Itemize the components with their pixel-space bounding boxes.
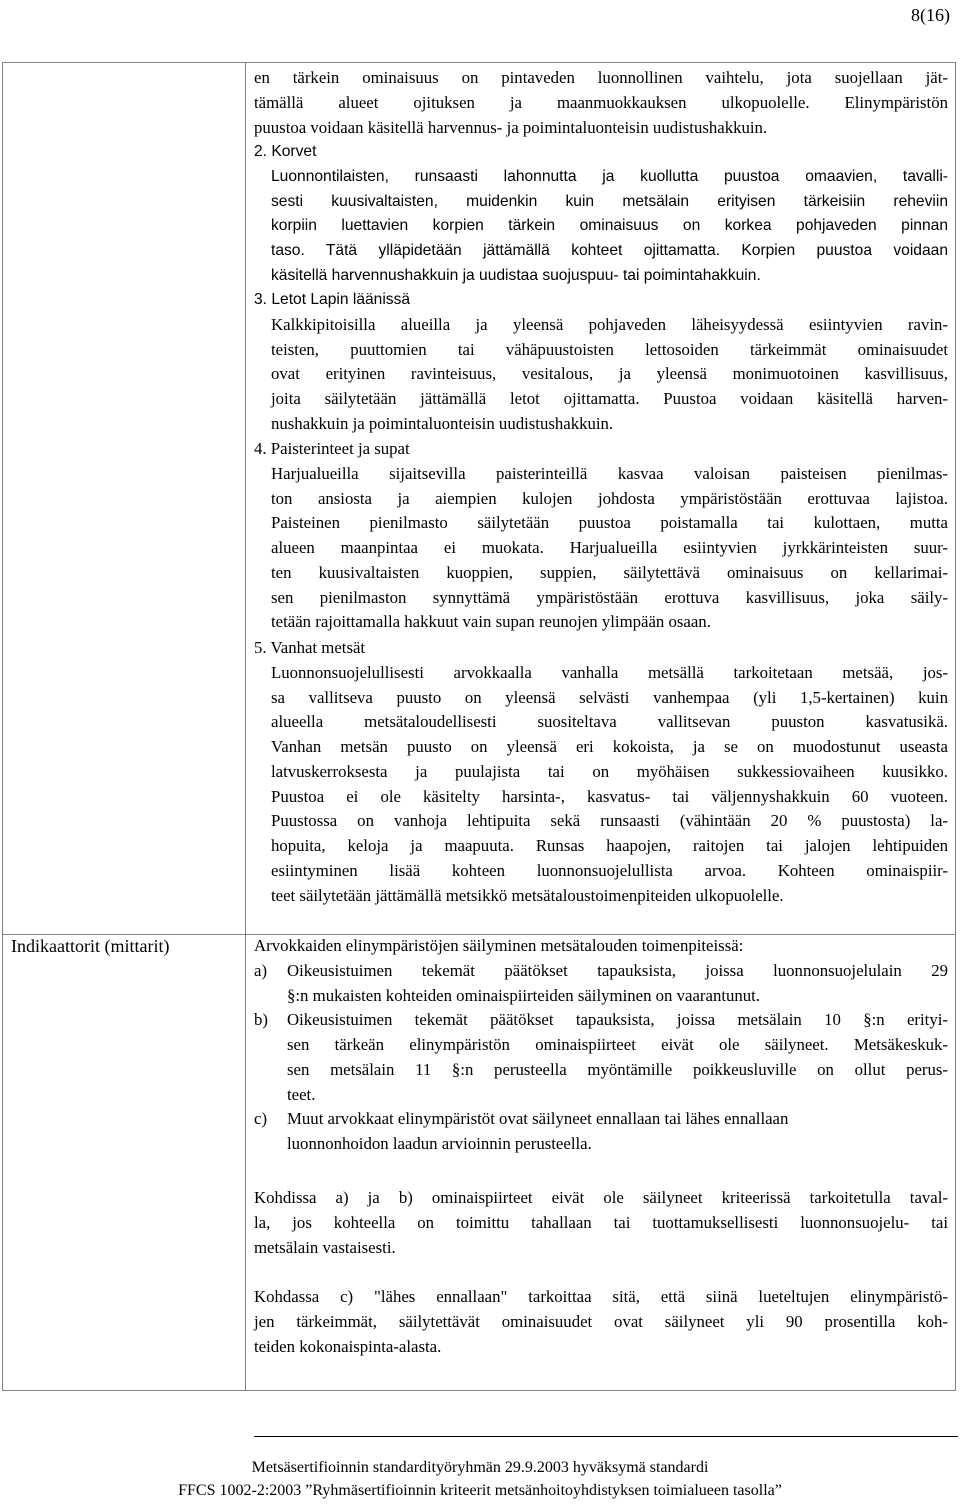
text-line: teet. — [287, 1084, 316, 1104]
indicators-note-c — [254, 1285, 948, 1359]
text-line: nushakkuin ja poimintaluonteisin uudistushakkuin. — [271, 413, 614, 433]
list-marker: b) — [254, 1010, 268, 1030]
text-line: Harjualueilla sijaitsevilla paisterinteillä kasvaa valoisan paisteisen pienilmas- — [271, 463, 948, 483]
text-line: Luonnonsuojelullisesti arvokkaalla vanhalla metsällä tarkoitetaan metsää, jos- — [271, 662, 948, 682]
section-heading: 2. Korvet — [254, 143, 317, 160]
text-line: puustoa voidaan käsitellä harvennus- ja poimintaluonteisin uudistushakkuin. — [254, 117, 768, 137]
list-marker: c) — [254, 1109, 268, 1129]
indicators-note-a-b — [254, 1186, 948, 1260]
text-line: Kohdissa a) ja b) ominaispiirteet eivät ole säilyneet kriteerissä tarkoitetulla taval- — [254, 1188, 948, 1207]
text-line: sen pienilmaston synnyttämä ympäristöstään erottuva kasvillisuus, joka säily- — [271, 587, 948, 607]
text-line: joita säilytetään jättämällä letot ojittamatta. Puustoa voidaan käsitellä harven- — [271, 389, 948, 408]
text-line: ovat erityinen ravinteisuus, vesitalous, ja yleensä monimuotoinen kasvillisuus, — [271, 364, 948, 384]
text-line: luonnonhoidon laadun arvioinnin perusteella. — [287, 1134, 592, 1153]
indicators-row-label: Indikaattorit (mittarit) — [11, 936, 170, 956]
text-line: teisten, puuttomien tai vähäpuustoisten lettosoiden tärkeimmät ominaisuudet — [271, 339, 948, 359]
text-line: la, jos kohteella on toimittu tahallaan tai tuottamuksellisesti luonnonsuojelu- tai — [254, 1212, 948, 1232]
text-line: käsitellä harvennushakkuin ja uudistaa suojuspuu- tai poimintahakkuin. — [271, 266, 761, 284]
section-korvet — [254, 140, 948, 289]
text-line: Puustossa on vanhoja lehtipuita sekä runsaasti (vähintään 20 % puustosta) la- — [271, 811, 948, 831]
page-number: 8(16) — [911, 5, 950, 25]
text-line: alueella metsätaloudellisesti suositeltava vallitsevan puuston kasvatusikä. — [271, 712, 948, 732]
column-divider — [245, 63, 246, 1390]
text-line: en tärkein ominaisuus on pintaveden luonnollinen vaihtelu, jota suojellaan jät- — [254, 68, 948, 87]
text-line: Kohdassa c) "lähes ennallaan" tarkoittaa sitä, että siinä lueteltujen elinympäristö- — [254, 1287, 948, 1306]
text-line: Vanhan metsän puusto on yleensä eri kokoista, ja se on muodostunut useasta — [271, 737, 948, 756]
text-line: Paisteinen pienilmasto säilytetään puustoa poistamalla tai kulottaen, mutta — [271, 513, 948, 533]
list-item — [254, 1008, 948, 1107]
text-line: ten kuusivaltaisten kuoppien, suppien, säilytettävä ominaisuus on kellarimai- — [271, 562, 948, 582]
text-line: teiden kokonaispinta-alasta. — [254, 1336, 442, 1356]
text-line: alueen maanpintaa ei muokata. Harjualueilla esiintyvien jyrkkärinteisten suur- — [271, 538, 948, 557]
text-line: tetään rajoittamalla hakkuut vain supan reunojen ylimpään osaan. — [271, 612, 711, 632]
text-line: metsälain vastaisesti. — [254, 1237, 396, 1257]
text-line: hopuita, keloja ja maapuuta. Runsas haapojen, raitojen tai jalojen lehtipuiden — [271, 836, 948, 855]
text-line: taso. Tätä ylläpidetään jättämällä kohteet ojittamatta. Korpien puustoa voidaan — [271, 242, 948, 259]
footer-divider — [254, 1436, 958, 1437]
footer-title-line: FFCS 1002-2:2003 ”Ryhmäsertifioinnin kriteerit metsänhoitoyhdistyksen toimialueen tasolla” — [178, 1482, 782, 1499]
section-heading: 5. Vanhat metsät — [254, 638, 366, 657]
text-line: ton ansiosta ja aiempien kulojen johdosta ympäristöstään erottuvaa lajistoa. — [271, 488, 948, 508]
text-line: Puustoa ei ole käsitelty harsinta-, kasvatus- tai väljennyshakkuin 60 vuoteen. — [271, 786, 948, 806]
text-line: Kalkkipitoisilla alueilla ja yleensä pohjaveden läheisyydessä esiintyvien ravin- — [271, 314, 948, 334]
text-line: §:n mukaisten kohteiden ominaispiirteiden säilyminen on vaarantunut. — [287, 985, 761, 1005]
section-paisterinteet — [254, 437, 948, 635]
list-marker: a) — [254, 960, 268, 980]
text-line: sen metsälain 11 §:n perusteella myöntämille poikkeusluville on ollut perus- — [287, 1059, 948, 1079]
section-letot — [254, 288, 948, 437]
text-line: sesti kuusivaltaisten, muidenkin kuin metsälain erityisen tärkeisiin reheviin — [271, 192, 948, 210]
section-vanhat-metsat — [254, 636, 948, 908]
list-item — [254, 1107, 948, 1157]
section-heading: 4. Paisterinteet ja supat — [254, 439, 410, 458]
text-line: Muut arvokkaat elinympäristöt ovat säilyneet ennallaan tai lähes ennallaan — [287, 1109, 789, 1129]
text-line: tämällä alueet ojituksen ja maanmuokkauksen ulkopuolelle. Elinympäristön — [254, 92, 948, 112]
text-line: Oikeusistuimen tekemät päätökset tapauksista, joissa metsälain 10 §:n erityi- — [287, 1010, 948, 1030]
text-line: korpiin luettavien korpien tärkein ominaisuus on korkea pohjaveden pinnan — [271, 217, 948, 235]
text-line: sen tärkeän elinympäristön ominaispiirteet eivät ole säilyneet. Metsäkeskuk- — [287, 1035, 948, 1054]
text-line: latvuskerroksesta ja puulajista tai on myöhäisen sukkessiovaiheen kuusikko. — [271, 761, 948, 781]
text-line: Luonnontilaisten, runsaasti lahonnutta ja kuollutta puustoa omaavien, tavalli- — [271, 167, 948, 185]
text-line: Oikeusistuimen tekemät päätökset tapauksista, joissa luonnonsuojelulain 29 — [287, 960, 948, 980]
text-line: sa vallitseva puusto on yleensä selvästi vanhempaa (yli 1,5-kertainen) kuin — [271, 687, 948, 707]
text-line: esiintyminen lisää kohteen luonnonsuojelullista arvoa. Kohteen ominaispiir- — [271, 860, 948, 880]
intro-text — [254, 66, 948, 140]
section-heading: 3. Letot Lapin läänissä — [254, 291, 411, 308]
list-item — [254, 959, 948, 1009]
footer-standard-line: Metsäsertifioinnin standardityöryhmän 29.9.2003 hyväksymä standardi — [251, 1459, 709, 1476]
text-line: jen tärkeimmät, säilytettävät ominaisuudet ovat säilyneet yli 90 prosentilla koh- — [254, 1311, 948, 1331]
text-line: teet säilytetään jättämällä metsikkö metsätaloustoimenpiteiden ulkopuolelle. — [271, 885, 784, 905]
indicators-content — [254, 934, 948, 1157]
indicators-intro: Arvokkaiden elinympäristöjen säilyminen metsätalouden toimenpiteissä: — [254, 936, 744, 955]
